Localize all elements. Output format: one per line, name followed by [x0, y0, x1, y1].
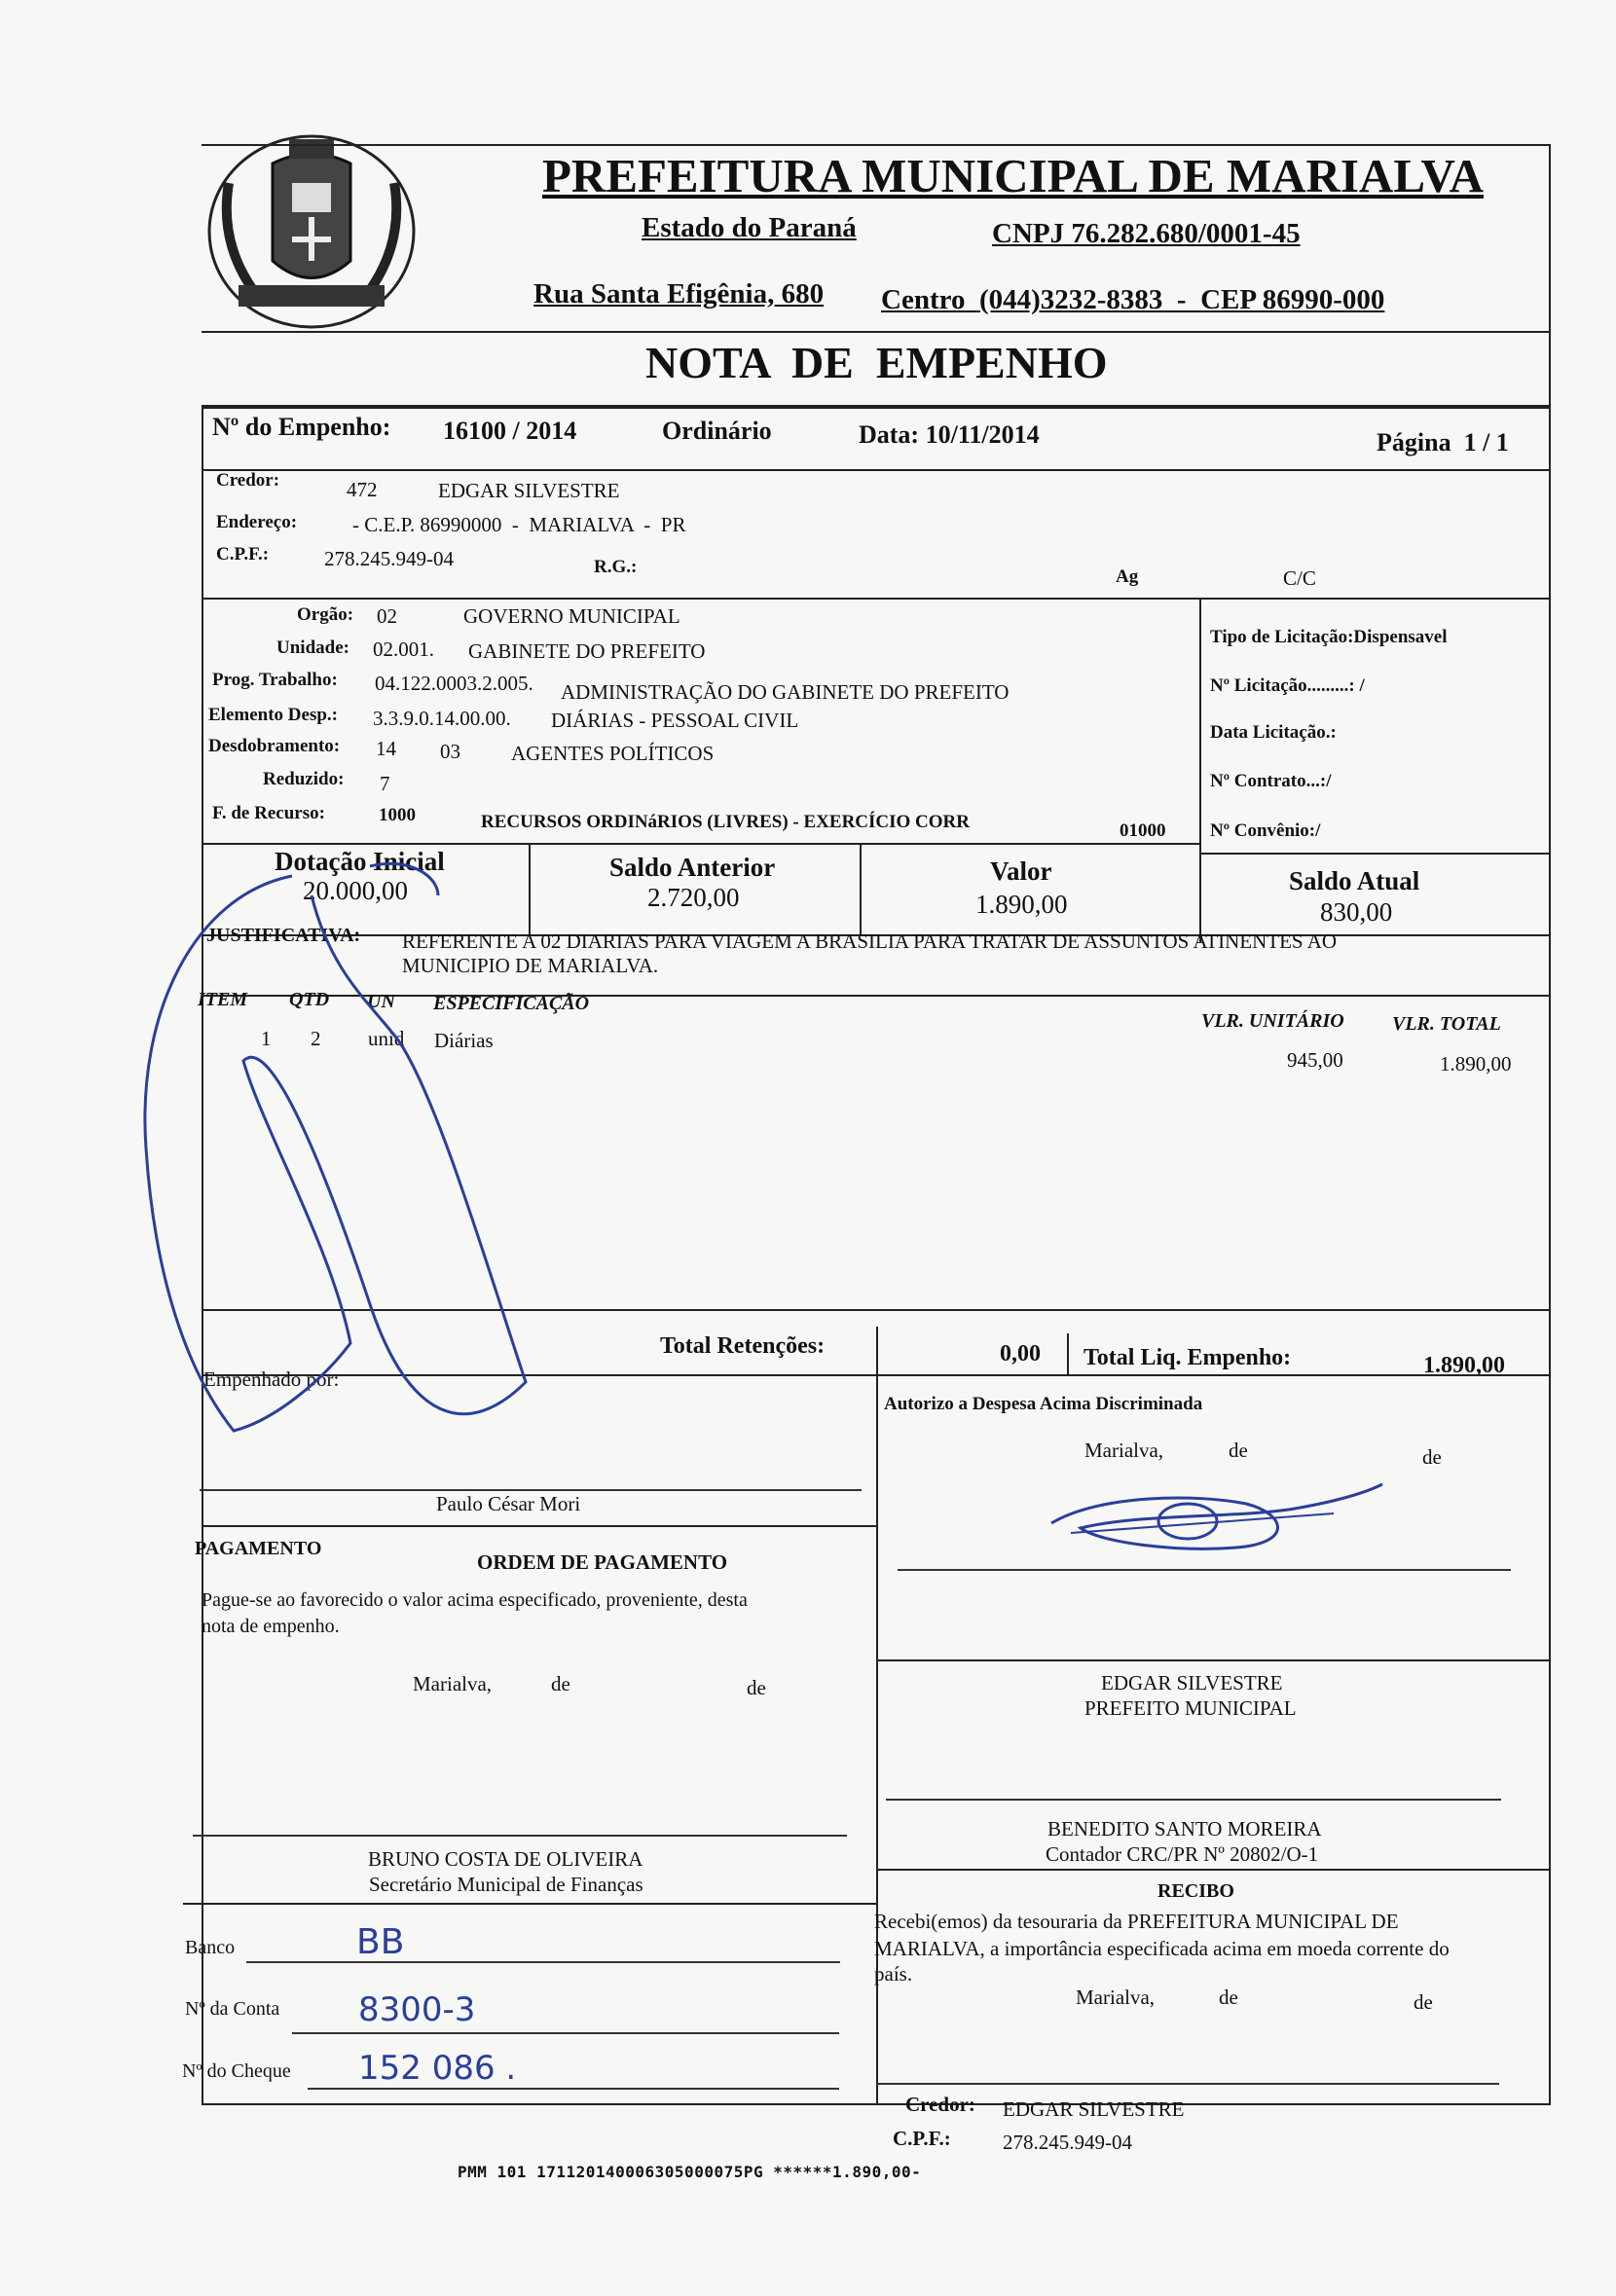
marialva-autorizo: Marialva, — [1084, 1439, 1164, 1462]
rg-label: R.G.: — [594, 557, 638, 577]
recurso-code2: 01000 — [1120, 820, 1166, 841]
reduzido-label: Reduzido: — [263, 769, 345, 789]
recibo-line1: Recebi(emos) da tesouraria da PREFEITURA MUNICIPAL DE — [874, 1910, 1399, 1933]
conta-corrente-label: C/C — [1283, 566, 1316, 590]
cpf-value: 278.245.949-04 — [324, 547, 454, 570]
banco-label: Banco — [185, 1937, 236, 1958]
row-especificacao: Diárias — [434, 1029, 494, 1052]
recurso-value: RECURSOS ORDINáRIOS (LIVRES) - EXERCÍCIO CORR — [481, 812, 970, 832]
divider — [876, 1659, 1551, 1661]
desdobramento-value: AGENTES POLÍTICOS — [511, 742, 715, 765]
programa-code: 04.122.0003.2.005. — [375, 672, 533, 695]
recibo-cpf: 278.245.949-04 — [1003, 2131, 1132, 2154]
signature-line — [193, 1835, 847, 1837]
document-title: NOTA DE EMPENHO — [645, 338, 1108, 387]
autorizo-label: Autorizo a Despesa Acima Discriminada — [884, 1394, 1203, 1414]
data-licitacao: Data Licitação.: — [1210, 722, 1337, 743]
divider — [202, 331, 1551, 333]
cnpj-label: CNPJ 76.282.680/0001-45 — [992, 218, 1301, 249]
marialva-ordem: Marialva, — [413, 1672, 493, 1695]
divider — [202, 598, 1551, 600]
justificativa-label: JUSTIFICATIVA: — [206, 925, 361, 946]
numero-licitacao: Nº Licitação.........: / — [1210, 675, 1365, 696]
divider — [876, 1374, 878, 2104]
contador-nome: BENEDITO SANTO MOREIRA — [1047, 1817, 1322, 1840]
contador-cargo: Contador CRC/PR Nº 20802/O-1 — [1046, 1842, 1319, 1866]
empenho-date: Data: 10/11/2014 — [859, 420, 1040, 449]
col-especificacao: ESPECIFICAÇÃO — [433, 993, 590, 1014]
unidade-value: GABINETE DO PREFEITO — [468, 639, 706, 663]
de-autorizo: de — [1229, 1439, 1248, 1462]
col-qtd: QTD — [289, 989, 330, 1010]
endereco-value: - C.E.P. 86990000 - MARIALVA - PR — [352, 513, 686, 536]
saldo-atual-value: 830,00 — [1320, 897, 1393, 927]
total-liquido-value: 1.890,00 — [1423, 1353, 1505, 1378]
row-un: unid — [368, 1027, 405, 1050]
prefeito-nome: EDGAR SILVESTRE — [1101, 1671, 1283, 1695]
divider — [1067, 1333, 1069, 1376]
recibo-line3: país. — [874, 1962, 913, 1986]
desdobramento-code2: 03 — [440, 740, 460, 763]
paulo-name: Paulo César Mori — [436, 1492, 581, 1515]
orgao-label: Orgão: — [297, 604, 354, 625]
signature-mark-icon — [1042, 1475, 1392, 1562]
banco-line — [246, 1961, 840, 1963]
justificativa-line2: MUNICIPIO DE MARIALVA. — [402, 954, 659, 977]
recibo-credor: EDGAR SILVESTRE — [1003, 2097, 1185, 2121]
de-ordem: de — [551, 1672, 570, 1695]
signature-line — [886, 1799, 1501, 1801]
col-vlr-unitario: VLR. UNITÁRIO — [1201, 1010, 1344, 1032]
dotacao-value: 20.000,00 — [303, 876, 408, 905]
justificativa-line1: REFERENTE A 02 DIARIAS PARA VIAGEM A BRASILIA PARA TRATAR DE ASSUNTOS ATINENTES AO — [402, 929, 1338, 953]
marialva-recibo: Marialva, — [1076, 1986, 1156, 2009]
de-ordem-b: de — [747, 1676, 766, 1699]
page-title: PREFEITURA MUNICIPAL DE MARIALVA — [542, 149, 1484, 202]
empenho-number: 16100 / 2014 — [443, 417, 577, 445]
ink-circle-mark-icon — [117, 837, 545, 1460]
desdobramento-label: Desdobramento: — [208, 736, 341, 756]
col-item: ITEM — [198, 989, 248, 1010]
desdobramento-code: 14 — [376, 737, 396, 760]
endereco-label: Endereço: — [216, 512, 298, 532]
numero-contrato: Nº Contrato...:/ — [1210, 771, 1332, 791]
credor-label: Credor: — [216, 470, 280, 491]
col-vlr-total: VLR. TOTAL — [1392, 1013, 1501, 1035]
conta-label: Nº da Conta — [185, 1998, 280, 2020]
divider — [183, 1903, 876, 1905]
signature-line — [898, 1569, 1511, 1571]
credor-code: 472 — [347, 478, 378, 501]
recibo-cpf-label: C.P.F.: — [893, 2127, 951, 2150]
recurso-label: F. de Recurso: — [212, 803, 325, 823]
agencia-label: Ag — [1116, 566, 1139, 587]
empenho-number-label: Nº do Empenho: — [212, 413, 391, 441]
cheque-label: Nº do Cheque — [182, 2060, 291, 2082]
saldo-anterior-value: 2.720,00 — [647, 883, 740, 912]
row-vlr-unitario: 945,00 — [1287, 1048, 1343, 1072]
cheque-line — [308, 2088, 839, 2090]
divider — [876, 1869, 1551, 1871]
elemento-value: DIÁRIAS - PESSOAL CIVIL — [551, 709, 799, 732]
valor-value: 1.890,00 — [975, 890, 1068, 919]
elemento-label: Elemento Desp.: — [208, 705, 338, 725]
unidade-code: 02.001. — [373, 638, 434, 661]
row-vlr-total: 1.890,00 — [1440, 1052, 1512, 1075]
col-un: UN — [367, 991, 395, 1012]
programa-label: Prog. Trabalho: — [212, 670, 338, 690]
banco-value: BB — [356, 1922, 405, 1962]
reduzido-value: 7 — [380, 772, 390, 795]
total-liquido-label: Total Liq. Empenho: — [1083, 1345, 1292, 1370]
empenho-type: Ordinário — [662, 417, 772, 445]
unidade-label: Unidade: — [276, 638, 349, 658]
conta-value: 8300-3 — [358, 1990, 476, 2029]
orgao-value: GOVERNO MUNICIPAL — [463, 604, 680, 628]
divider — [202, 1525, 876, 1527]
divider — [202, 469, 1551, 471]
prefeito-cargo: PREFEITO MUNICIPAL — [1084, 1696, 1297, 1720]
divider — [1199, 598, 1201, 942]
secretario-cargo: Secretário Municipal de Finanças — [369, 1873, 643, 1896]
dotacao-label: Dotação Inicial — [275, 847, 445, 876]
divider — [860, 843, 862, 936]
footer-code: PMM 101 171120140006305000075PG ******1.890,00- — [458, 2163, 922, 2181]
recibo-title: RECIBO — [1157, 1880, 1234, 1902]
divider — [1199, 853, 1551, 855]
saldo-anterior-label: Saldo Anterior — [609, 853, 776, 882]
elemento-code: 3.3.9.0.14.00.00. — [373, 707, 511, 730]
state-label: Estado do Paraná — [642, 212, 857, 243]
pagamento-label: PAGAMENTO — [195, 1538, 322, 1559]
cpf-label: C.P.F.: — [216, 544, 270, 565]
address-street: Rua Santa Efigênia, 680 — [533, 278, 825, 310]
total-retencoes-value: 0,00 — [1000, 1341, 1041, 1367]
credor-name: EDGAR SILVESTRE — [438, 479, 620, 502]
valor-label: Valor — [990, 856, 1052, 886]
total-retencoes-label: Total Retenções: — [660, 1333, 826, 1359]
recibo-line2: MARIALVA, a importância especificada acima em moeda corrente do — [874, 1937, 1450, 1960]
signature-line — [200, 1489, 862, 1491]
de-recibo-b: de — [1414, 1990, 1433, 2014]
address-rest: Centro (044)3232-8383 - CEP 86990-000 — [881, 284, 1385, 315]
saldo-atual-label: Saldo Atual — [1289, 866, 1420, 895]
row-qtd: 2 — [311, 1027, 321, 1050]
recibo-credor-label: Credor: — [905, 2093, 975, 2116]
conta-line — [292, 2032, 839, 2034]
numero-convenio: Nº Convênio:/ — [1210, 820, 1321, 841]
page-number: Página 1 / 1 — [1377, 428, 1509, 456]
de-autorizo-b: de — [1422, 1445, 1442, 1469]
orgao-code: 02 — [377, 604, 397, 628]
signature-line — [876, 2083, 1499, 2085]
pague-line2: nota de empenho. — [202, 1616, 340, 1637]
programa-value: ADMINISTRAÇÃO DO GABINETE DO PREFEITO — [561, 680, 1010, 704]
tipo-licitacao: Tipo de Licitação:Dispensavel — [1210, 627, 1448, 647]
row-item: 1 — [261, 1027, 272, 1050]
divider — [876, 1327, 878, 1375]
cheque-value: 152 086 . — [358, 2049, 517, 2088]
empenhado-por-label: Empenhado por: — [203, 1367, 340, 1391]
pague-line1: Pague-se ao favorecido o valor acima especificado, proveniente, desta — [202, 1589, 748, 1611]
ordem-pagamento-label: ORDEM DE PAGAMENTO — [477, 1550, 728, 1574]
secretario-nome: BRUNO COSTA DE OLIVEIRA — [368, 1847, 643, 1871]
de-recibo: de — [1219, 1986, 1238, 2009]
recurso-code: 1000 — [379, 805, 416, 825]
